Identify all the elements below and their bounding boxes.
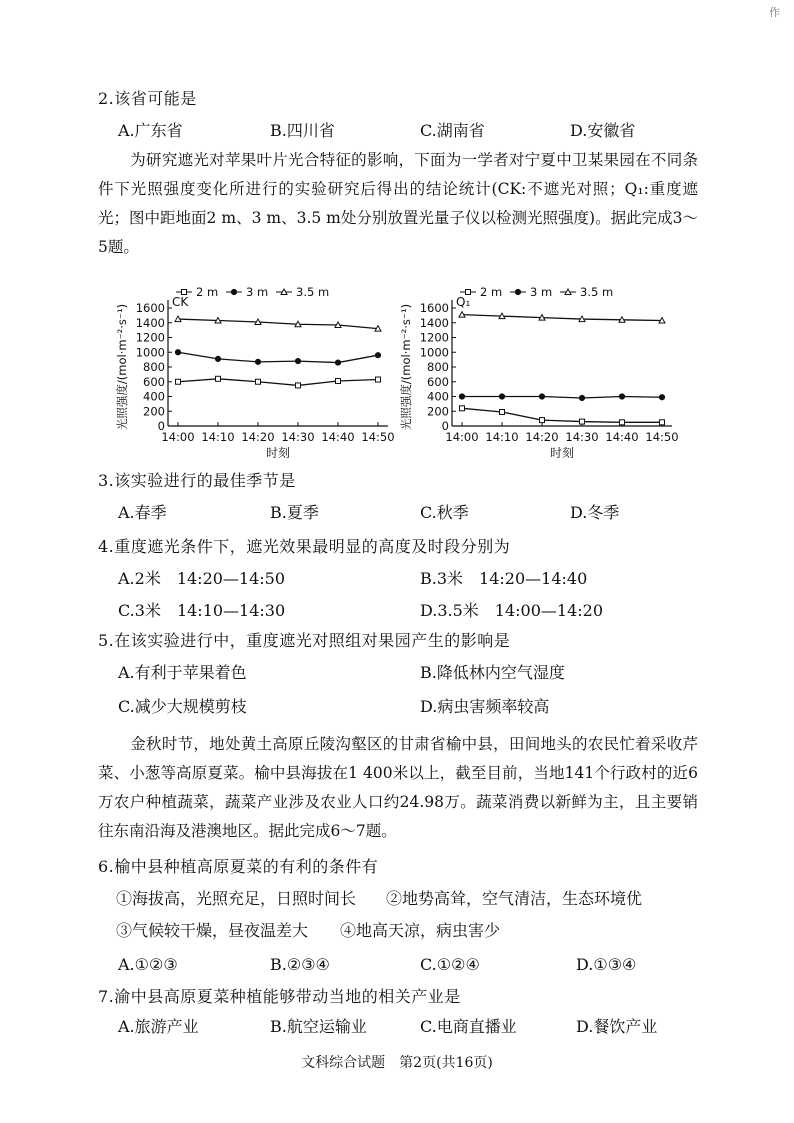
q1-panel-label: Q₁ <box>456 295 471 309</box>
q5-option-c: C.减少大规模剪枝 <box>118 697 247 716</box>
q6-option-a: A.①②③ <box>118 955 178 974</box>
q1-point-square <box>500 409 505 414</box>
q7-option-d: D.餐饮产业 <box>576 1017 658 1036</box>
q1-point-square <box>460 406 465 411</box>
q1-point-square <box>620 420 625 425</box>
ck-y-tick-label: 600 <box>143 374 165 389</box>
q7-option-a: A.旅游产业 <box>118 1017 199 1036</box>
q1-series-triangle-line <box>462 315 662 321</box>
q1-point-circle <box>459 394 464 399</box>
q6-statement-4: ④地高天凉，病虫害少 <box>340 921 501 940</box>
intro-6-7 <box>98 730 698 846</box>
q4-stem: 4.重度遮光条件下，遮光效果最明显的高度及时段分别为 <box>98 537 511 556</box>
ck-y-label: 光照强度/(mol·m⁻²·s⁻¹) <box>115 303 129 431</box>
ck-point-circle <box>295 359 300 364</box>
intro-3-5 <box>98 146 698 262</box>
ck-x-tick-label: 14:10 <box>201 430 235 444</box>
q1-point-square <box>580 419 585 424</box>
ck-x-tick-label: 14:00 <box>161 430 195 444</box>
q4-option-c: C.3米 14:10—14:30 <box>118 601 286 620</box>
ck-point-square <box>256 379 261 384</box>
q1-point-circle <box>619 394 624 399</box>
q6-option-d: D.①③④ <box>576 955 637 974</box>
q1-x-tick-label: 14:40 <box>605 430 639 444</box>
ck-y-tick-label: 200 <box>143 404 165 419</box>
q4-option-b: B.3米 14:20—14:40 <box>420 569 588 588</box>
q1-x-label: 时刻 <box>549 446 575 460</box>
q1-legend-label: 3.5 m <box>580 285 614 299</box>
q1-y-tick-label: 1400 <box>419 315 449 330</box>
ck-x-tick-label: 14:40 <box>321 430 355 444</box>
ck-series-square-line <box>178 379 378 386</box>
ck-point-square <box>216 376 221 381</box>
q5-stem: 5.在该实验进行中，重度遮光对照组对果园产生的影响是 <box>98 631 511 650</box>
q5-option-a: A.有利于苹果着色 <box>118 663 247 682</box>
q6-statement-3: ③气候较干燥，昼夜温差大 <box>116 921 309 940</box>
q1-x-tick-label: 14:20 <box>525 430 559 444</box>
ck-point-square <box>176 379 181 384</box>
ck-x-label: 时刻 <box>265 446 291 460</box>
q1-x-tick-label: 14:10 <box>485 430 519 444</box>
ck-point-circle <box>175 350 180 355</box>
ck-y-tick-label: 400 <box>143 389 165 404</box>
q1-legend-marker <box>515 289 520 294</box>
q4-option-a: A.2米 14:20—14:50 <box>118 569 286 588</box>
q1-x-tick-label: 14:00 <box>445 430 479 444</box>
q2-option-c: C.湖南省 <box>420 121 485 140</box>
ck-legend-marker <box>182 290 187 295</box>
ck-x-tick-label: 14:50 <box>361 430 395 444</box>
ck-series-triangle-line <box>178 319 378 329</box>
ck-legend-label: 2 m <box>196 285 219 299</box>
ck-y-tick-label: 1600 <box>135 301 165 315</box>
intro-3-5-text: 为研究遮光对苹果叶片光合特征的影响，下面为一学者对宁夏中卫某果园在不同条件下光照强度变化所进行的实验研究后得出的结论统计(CK:不遮光对照；Q₁:重度遮光；图中距地面2 m、3 m、3.5 m处分别放置光量子仪以检测光照强度)。据此完成3～5题。 <box>98 151 698 256</box>
q1-y-tick-label: 200 <box>427 404 449 419</box>
q1-y-label: 光照强度/(mol·m⁻²·s⁻¹) <box>399 303 413 431</box>
q1-point-square <box>660 420 665 425</box>
ck-legend-label: 3 m <box>246 285 269 299</box>
ck-point-circle <box>375 353 380 358</box>
ck-panel-label: CK <box>172 295 189 309</box>
ck-point-circle <box>335 360 340 365</box>
q1-series-circle-line <box>462 397 662 398</box>
ck-legend-label: 3.5 m <box>296 285 330 299</box>
q2-stem: 2.该省可能是 <box>98 89 197 108</box>
q6-statement-2: ②地势高耸，空气清洁，生态环境优 <box>386 889 643 908</box>
q1-x-tick-label: 14:50 <box>645 430 679 444</box>
q2-option-b: B.四川省 <box>270 121 335 140</box>
q1-point-circle <box>499 394 504 399</box>
q1-y-tick-label: 1000 <box>419 345 449 360</box>
q1-point-square <box>540 418 545 423</box>
ck-y-tick-label: 800 <box>143 360 165 374</box>
q7-stem: 7.渝中县高原夏菜种植能够带动当地的相关产业是 <box>98 987 461 1006</box>
q3-option-b: B.夏季 <box>270 503 319 522</box>
q1-series-square-line <box>462 408 662 422</box>
ck-y-tick-label: 1200 <box>135 330 165 345</box>
ck-point-square <box>336 379 341 384</box>
ck-y-tick-label: 0 <box>157 419 165 433</box>
ck-legend-marker <box>231 289 236 294</box>
q7-option-b: B.航空运输业 <box>270 1017 367 1036</box>
q5-option-d: D.病虫害频率较高 <box>420 697 550 716</box>
q3-option-c: C.秋季 <box>420 503 469 522</box>
page-footer: 文科综合试题 第2页(共16页) <box>301 1055 493 1071</box>
q1-y-tick-label: 400 <box>427 389 449 404</box>
q7-option-c: C.电商直播业 <box>420 1017 517 1036</box>
q6-stem: 6.榆中县种植高原夏菜的有利的条件有 <box>98 857 379 876</box>
q2-option-d: D.安徽省 <box>570 121 636 140</box>
q1-y-tick-label: 600 <box>427 374 449 389</box>
chart-q1 <box>396 282 686 462</box>
q1-x-tick-label: 14:30 <box>565 430 599 444</box>
chart-ck <box>112 282 402 462</box>
ck-y-tick-label: 1000 <box>135 345 165 360</box>
corner-mark: 作 <box>769 6 780 19</box>
q3-stem: 3.该实验进行的最佳季节是 <box>98 471 296 490</box>
q1-y-tick-label: 1200 <box>419 330 449 345</box>
ck-point-circle <box>255 359 260 364</box>
q4-option-d: D.3.5米 14:00—14:20 <box>420 601 604 620</box>
q1-legend-label: 2 m <box>480 285 503 299</box>
q6-statement-1: ①海拔高，光照充足，日照时间长 <box>116 889 357 908</box>
q1-y-tick-label: 0 <box>441 419 449 433</box>
q1-point-circle <box>659 395 664 400</box>
ck-point-square <box>296 383 301 388</box>
ck-point-circle <box>215 356 220 361</box>
q1-point-circle <box>579 395 584 400</box>
q2-option-a: A.广东省 <box>118 121 183 140</box>
q1-legend-label: 3 m <box>530 285 553 299</box>
ck-series-circle-line <box>178 352 378 362</box>
q1-legend-marker <box>466 290 471 295</box>
q3-option-a: A.春季 <box>118 503 167 522</box>
q1-y-tick-label: 800 <box>427 360 449 374</box>
q3-option-d: D.冬季 <box>570 503 620 522</box>
ck-x-tick-label: 14:30 <box>281 430 315 444</box>
q5-option-b: B.降低林内空气湿度 <box>420 663 565 682</box>
q1-point-circle <box>539 394 544 399</box>
q6-option-b: B.②③④ <box>270 955 330 974</box>
ck-y-tick-label: 1400 <box>135 315 165 330</box>
ck-point-square <box>376 377 381 382</box>
q6-option-c: C.①②④ <box>420 955 480 974</box>
intro-6-7-text: 金秋时节，地处黄土高原丘陵沟壑区的甘肃省榆中县，田间地头的农民忙着采收芹菜、小葱等高原夏菜。榆中县海拔在1 400米以上，截至目前，当地141个行政村的近6万农户种植蔬菜，蔬菜产业涉及农业人口约24.98万。蔬菜消费以新鲜为主，且主要销往东南沿海及港澳地区。据此完成6～7题。 <box>98 735 698 840</box>
q1-y-tick-label: 1600 <box>419 301 449 315</box>
ck-x-tick-label: 14:20 <box>241 430 275 444</box>
